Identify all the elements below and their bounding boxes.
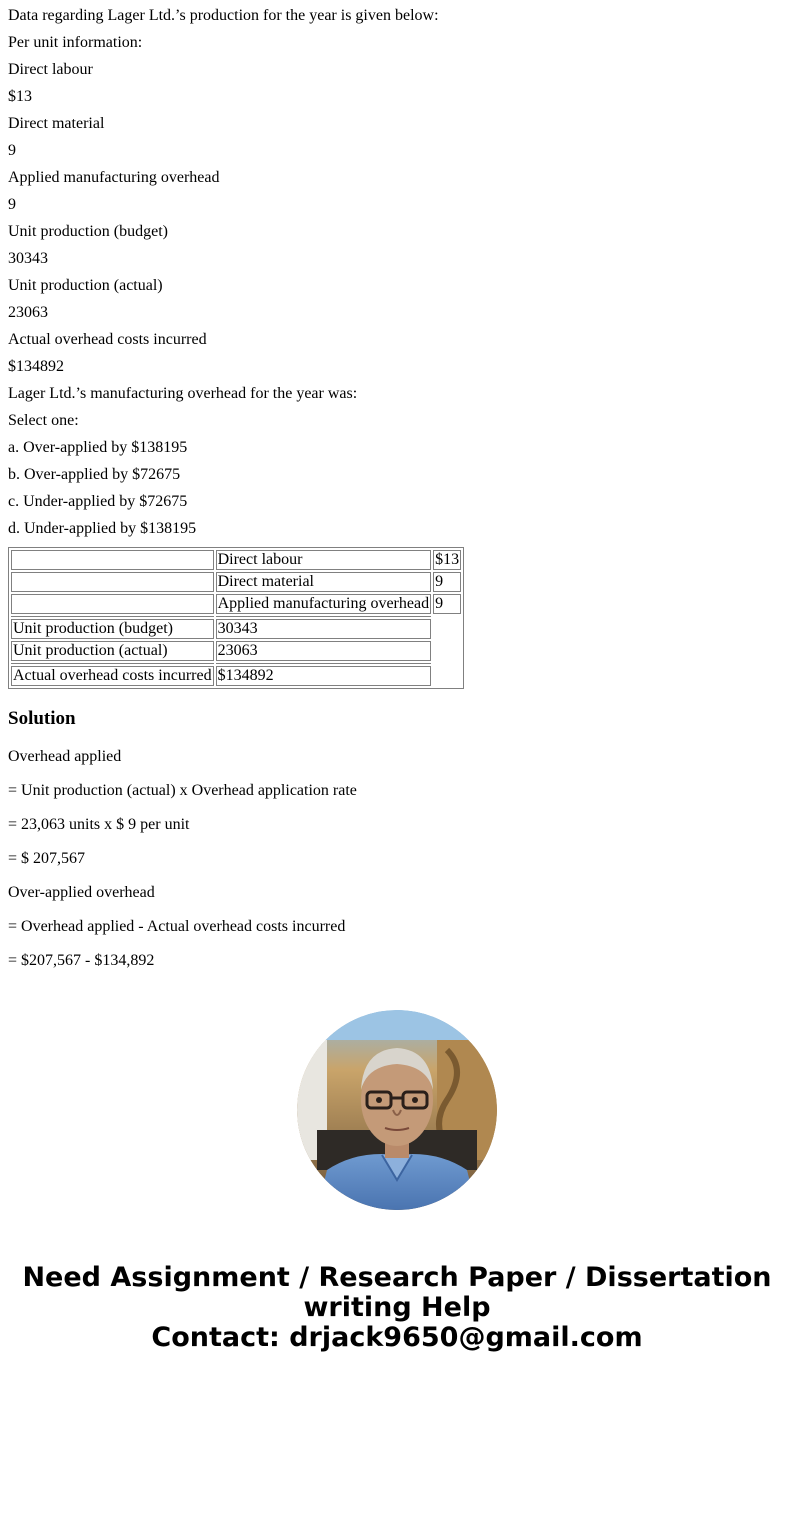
table-cell: 30343	[216, 619, 431, 639]
item-value: 9	[8, 142, 16, 159]
data-table	[8, 547, 464, 689]
table-cell: Direct material	[216, 572, 431, 592]
item-label: Unit production (budget)	[8, 223, 168, 240]
table-cell: $13	[435, 551, 460, 568]
solution-line: = Overhead applied - Actual overhead costs incurred	[8, 918, 346, 935]
question-prompt: Lager Ltd.’s manufacturing overhead for the year was:	[8, 385, 358, 402]
promo-contact: Contact: drjack9650@gmail.com	[151, 1322, 643, 1353]
solution-line: Overhead applied	[8, 748, 122, 765]
table-cell	[11, 550, 214, 570]
empty-cell	[433, 619, 461, 639]
answer-option-c: c. Under-applied by $72675	[8, 493, 188, 510]
question-section	[8, 7, 786, 538]
answer-option-d: d. Under-applied by $138195	[8, 520, 197, 537]
question-intro: Data regarding Lager Ltd.’s production for the year is given below:	[8, 7, 439, 24]
avatar-wrapper	[8, 1010, 786, 1215]
empty-cell	[433, 641, 461, 661]
table-row	[11, 594, 461, 614]
table-cell	[11, 594, 214, 614]
item-label: Direct labour	[8, 61, 93, 78]
table-separator	[11, 616, 461, 617]
item-value: 30343	[8, 250, 48, 267]
solution-heading: Solution	[8, 708, 76, 729]
table-row	[11, 619, 461, 639]
item-label: Unit production (actual)	[8, 277, 163, 294]
table-separator	[11, 663, 461, 664]
item-value: $134892	[8, 358, 64, 375]
empty-cell	[433, 666, 461, 686]
item-value: 9	[8, 196, 16, 213]
table-cell: Unit production (actual)	[11, 641, 214, 661]
answer-option-a: a. Over-applied by $138195	[8, 439, 188, 456]
table-row	[11, 666, 461, 686]
page-content	[0, 7, 794, 1353]
solution-section	[8, 748, 786, 970]
table-cell	[11, 572, 214, 592]
item-value: 23063	[8, 304, 48, 321]
solution-line: Over-applied overhead	[8, 884, 155, 901]
answer-option-b: b. Over-applied by $72675	[8, 466, 181, 483]
item-value: $13	[8, 88, 32, 105]
table-cell: Direct labour	[216, 550, 431, 570]
promo-banner	[8, 1263, 786, 1353]
person-photo-icon	[297, 1010, 497, 1210]
table-row	[11, 641, 461, 661]
item-label: Direct material	[8, 115, 105, 132]
table-cell: $134892	[216, 666, 431, 686]
solution-line: = Unit production (actual) x Overhead application rate	[8, 782, 357, 799]
table-row	[11, 572, 461, 592]
table-cell: 23063	[216, 641, 431, 661]
table-cell: 9	[433, 572, 461, 592]
table-cell: Applied manufacturing overhead	[217, 595, 430, 612]
table-cell: 9	[433, 594, 461, 614]
solution-line: = $207,567 - $134,892	[8, 952, 155, 969]
table-cell: Unit production (budget)	[11, 619, 214, 639]
promo-line: Need Assignment / Research Paper / Dissertation	[22, 1262, 772, 1293]
per-unit-heading: Per unit information:	[8, 34, 143, 51]
item-label: Actual overhead costs incurred	[8, 331, 207, 348]
table-row	[11, 550, 461, 570]
data-table-wrapper	[8, 547, 786, 689]
select-one-label: Select one:	[8, 412, 79, 429]
solution-line: = 23,063 units x $ 9 per unit	[8, 816, 190, 833]
item-label: Applied manufacturing overhead	[8, 169, 220, 186]
solution-line: = $ 207,567	[8, 850, 86, 867]
table-cell: Actual overhead costs incurred	[13, 667, 212, 684]
avatar	[297, 1010, 497, 1210]
promo-line: writing Help	[303, 1292, 491, 1323]
